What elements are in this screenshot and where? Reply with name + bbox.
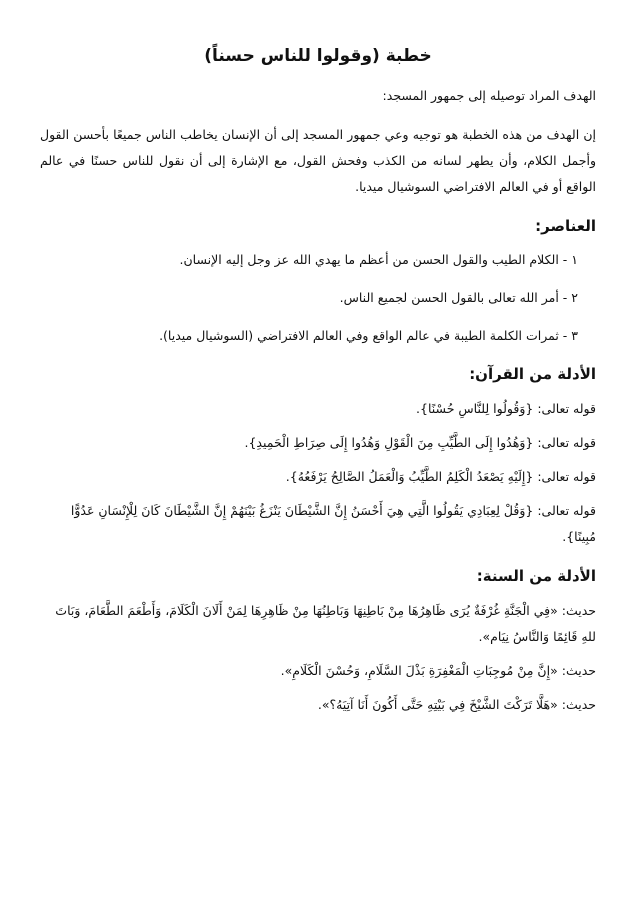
verse-prefix: قوله تعالى:: [537, 469, 596, 484]
quran-verse-item: [40, 464, 596, 490]
hadith-prefix: حديث:: [561, 663, 596, 678]
verse-text: {وَهُدُوا إِلَى الطَّيِّبِ مِنَ الْقَوْلِ وَهُدُوا إِلَى صِرَاطِ الْحَمِيدِ}.: [244, 435, 534, 450]
verse-text: {إِلَيْهِ يَصْعَدُ الْكَلِمُ الطَّيِّبُ وَالْعَمَلُ الصَّالِحُ يَرْفَعُهُ}.: [285, 469, 534, 484]
intro-label: الهدف المراد توصيله إلى جمهور المسجد:: [382, 88, 596, 103]
hadith-text: «فِي الْجَنَّةِ غُرْفَةٌ يُرَى ظَاهِرُهَا مِنْ بَاطِنِهَا وَبَاطِنُهَا مِنْ ظَاهِرِهَا لِمَنْ أَلَانَ الْكَلَامَ، وَأَطْعَمَ الطَّعَامَ، وَبَاتَ للهِ قَائِمًا وَالنَّاسُ نِيَام».: [55, 603, 596, 644]
element-item: ١ - الكلام الطيب والقول الحسن من أعظم ما يهدي الله عز وجل إليه الإنسان.: [179, 252, 578, 267]
sunnah-evidence-list: [40, 598, 596, 718]
page-title: خطبة (وقولوا للناس حسناً): [204, 46, 432, 66]
quran-verse-item: [40, 396, 596, 422]
quran-verse-item: [40, 430, 596, 456]
intro-paragraph: إن الهدف من هذه الخطبة هو توجيه وعي جمهور المسجد إلى أن الإنسان يخاطب الناس جميعًا بأحسن القول وأجمل الكلام، وأن يطهر لسانه من الكذب وفحش القول، مع الإشارة إلى أن نقول للناس حسنًا في عالم الواقع أو في العالم الافتراضي السوشيال ميديا.: [40, 127, 596, 194]
elements-heading: العناصر:: [535, 217, 596, 235]
element-item: ٢ - أمر الله تعالى بالقول الحسن لجميع الناس.: [339, 290, 578, 305]
verse-text: {وَقُولُوا لِلنَّاسِ حُسْنًا}.: [416, 401, 534, 416]
hadith-text: «إِنَّ مِنْ مُوجِبَاتِ الْمَغْفِرَةِ بَذْلَ السَّلَامِ، وَحُسْنَ الْكَلَامِ».: [280, 663, 558, 678]
hadith-item: [40, 692, 596, 718]
hadith-prefix: حديث:: [561, 603, 596, 618]
quran-evidence-list: [40, 396, 596, 550]
hadith-item: [40, 658, 596, 684]
sunnah-evidence-heading: الأدلة من السنة:: [476, 567, 596, 585]
hadith-prefix: حديث:: [561, 697, 596, 712]
hadith-text: «هَلَّا تَرَكْتَ الشَّيْخَ فِي بَيْتِهِ حَتَّى أَكُونَ أَنَا آتِيَهُ؟».: [317, 697, 558, 712]
verse-prefix: قوله تعالى:: [537, 503, 596, 518]
verse-prefix: قوله تعالى:: [537, 401, 596, 416]
elements-list: [40, 248, 596, 348]
quran-evidence-heading: الأدلة من القرآن:: [469, 365, 596, 383]
verse-text: {وَقُلْ لِعِبَادِي يَقُولُوا الَّتِي هِيَ أَحْسَنُ إِنَّ الشَّيْطَانَ يَنْزَغُ بَيْنَهُمْ إِنَّ الشَّيْطَانَ كَانَ لِلْإِنْسَانِ عَدُوًّا مُبِينًا}.: [70, 503, 596, 544]
quran-verse-item: [40, 498, 596, 550]
hadith-item: [40, 598, 596, 650]
element-item: ٣ - ثمرات الكلمة الطيبة في عالم الواقع وفي العالم الافتراضي (السوشيال ميديا).: [159, 328, 578, 343]
verse-prefix: قوله تعالى:: [537, 435, 596, 450]
